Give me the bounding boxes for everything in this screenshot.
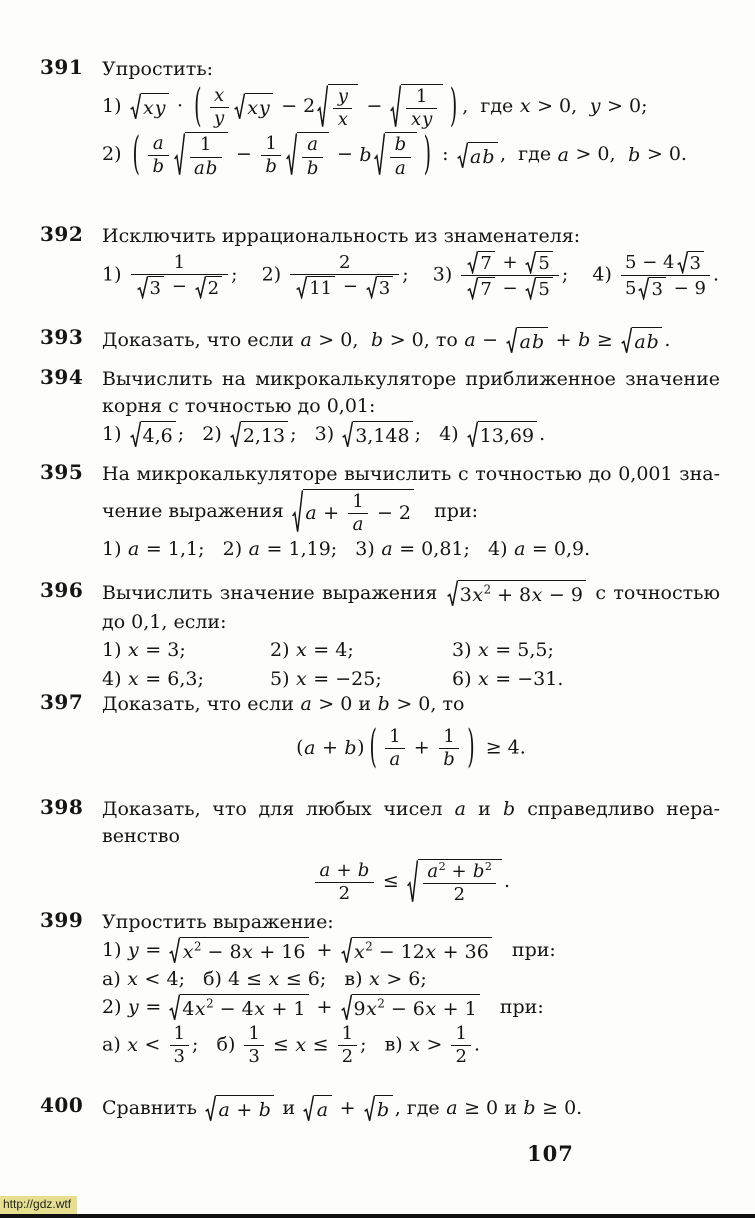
- problem-subitem: 6) x = −31.: [452, 668, 564, 690]
- problem-391: [40, 55, 720, 181]
- problem-number: 395: [40, 460, 84, 484]
- radical-icon: [366, 276, 377, 299]
- problem-line: Доказать, что если a > 0 и b > 0, то: [102, 693, 465, 715]
- problem-396: [40, 578, 720, 695]
- problem-body: [102, 325, 720, 357]
- radical-icon: [137, 276, 148, 299]
- fraction: $\frac{1}{ab}$: [190, 135, 222, 178]
- radical-icon: [286, 132, 297, 178]
- square-root: 5: [525, 251, 552, 274]
- fraction: $\frac{1}{a}$: [348, 492, 368, 535]
- square-root: 3: [677, 251, 704, 274]
- radical-icon: [467, 251, 478, 274]
- problem-line: а) x < $\frac{1}{3}$ ; б) $\frac{1}{3}$ ≤ x ≤ $\frac{1}{2}$ ; в) x > $\frac{1}{2}$ .: [102, 1023, 481, 1068]
- problem-body: [102, 578, 720, 695]
- problem-line: [102, 666, 720, 693]
- fraction: $\frac{1}{a}$: [385, 727, 405, 770]
- problem-line: 1) xy · ( $\frac{x}{y}$ xy − 2 $\frac{y}{x}$ − $\frac{1}{xy}$ ) , где x > 0, y > 0;: [102, 84, 720, 130]
- square-root: 3: [137, 276, 164, 299]
- radical-icon: [447, 580, 458, 608]
- radical-icon: [174, 132, 185, 178]
- radical-icon: [234, 93, 245, 121]
- problem-number: 397: [40, 690, 84, 714]
- radical-icon: [341, 994, 352, 1022]
- square-root: $3x^2 + 8x - 9$: [447, 580, 586, 608]
- square-root: ab: [621, 327, 663, 355]
- square-root: 7: [467, 277, 494, 300]
- problem-line: 2) y = $4x^2 - 4x + 1$ + $9x^2 - 6x + 1$ при:: [102, 996, 544, 1020]
- square-root: 4,6: [130, 421, 176, 449]
- square-root: 2,13: [230, 421, 288, 449]
- fraction: $\frac{1}{xy}$: [406, 87, 436, 130]
- square-root: xy: [234, 93, 273, 121]
- problem-line: Вычислить значение выражения $3x^2 + 8x - 9$ с точностью: [102, 582, 721, 606]
- problem-line: до 0,1, если:: [102, 611, 227, 633]
- problem-body: [102, 1093, 720, 1125]
- square-root: ab: [457, 142, 499, 170]
- radical-icon: [506, 327, 517, 355]
- square-root: $x^2 - 8x + 16$: [169, 937, 308, 965]
- problem-398: [40, 795, 720, 907]
- fraction: $\frac{1}{b}$: [439, 727, 460, 770]
- square-root: a: [303, 1095, 331, 1123]
- radical-icon: [169, 937, 180, 965]
- big-paren: (: [132, 128, 140, 181]
- problem-number: 391: [40, 55, 84, 79]
- problem-399: [40, 908, 720, 1069]
- problem-subitem: 4) x = 6,3;: [102, 668, 204, 690]
- radical-icon: [390, 84, 401, 130]
- square-root: 7: [467, 251, 494, 274]
- problem-number: 393: [40, 325, 84, 349]
- problem-line: а) x < 4; б) 4 ≤ x ≤ 6; в) x > 6;: [102, 968, 427, 990]
- problem-394: [40, 365, 720, 451]
- big-paren: (: [194, 80, 202, 132]
- problem-line: корня с точностью до 0,01:: [102, 395, 376, 417]
- fraction: $\frac{x}{y}$: [210, 86, 229, 129]
- radical-icon: [130, 93, 141, 121]
- problem-number: 394: [40, 365, 84, 389]
- problem-line: 1) y = $x^2 - 8x + 16$ + $x^2 - 12x + 36$ при:: [102, 939, 556, 963]
- problem-subitem: 1) x = 3;: [102, 639, 186, 661]
- problem-line: На микрокалькуляторе вычислить с точностью до 0,001 зна-: [102, 463, 720, 485]
- radical-icon: [677, 251, 688, 274]
- problem-line: Вычислить на микрокалькуляторе приближенное значение: [102, 368, 720, 390]
- problem-number: 399: [40, 908, 84, 932]
- problem-line: венство: [102, 825, 180, 847]
- problem-line: Упростить выражение:: [102, 911, 334, 933]
- radical-icon: [525, 251, 536, 274]
- problem-400: [40, 1093, 720, 1125]
- problem-392: [40, 222, 720, 302]
- radical-icon: [205, 1095, 216, 1123]
- radical-icon: [342, 421, 353, 449]
- square-root: 5: [525, 277, 552, 300]
- radical-icon: [467, 277, 478, 300]
- square-root: $x^2 - 12x + 36$: [341, 937, 492, 965]
- problem-395: [40, 460, 720, 564]
- problem-line: Исключить иррациональность из знаменателя:: [102, 225, 581, 247]
- fraction: $\frac{1}{2}$: [451, 1024, 470, 1067]
- problem-line: Доказать, что если a > 0, b > 0, то a − ab + b ≥ ab .: [102, 329, 671, 353]
- square-root: 3: [366, 276, 393, 299]
- watermark-url: http://gdz.wtf: [0, 1196, 77, 1214]
- problem-body: [102, 460, 720, 564]
- square-root: [286, 132, 329, 178]
- radical-icon: [457, 142, 468, 170]
- bottom-bar: [0, 1214, 755, 1218]
- square-root: 11: [296, 276, 335, 299]
- page-number: 107: [527, 1141, 574, 1166]
- radical-icon: [195, 276, 206, 299]
- problem-number: 396: [40, 578, 84, 602]
- square-root: 2: [195, 276, 222, 299]
- fraction: $\frac{1}{2}$: [338, 1024, 357, 1067]
- square-root: ab: [506, 327, 548, 355]
- square-root: 3: [638, 277, 665, 300]
- square-root: a + b: [205, 1095, 275, 1123]
- fraction: 1 3 − 2: [131, 253, 229, 299]
- square-root: [317, 84, 358, 130]
- radical-icon: [364, 1095, 375, 1123]
- fraction: $\frac{1}{3}$: [170, 1024, 189, 1067]
- problem-body: [102, 55, 720, 181]
- radical-icon: [303, 1095, 314, 1123]
- problem-line: 2) ( $\frac{a}{b}$ $\frac{1}{ab}$ − $\frac{1}{b}$ $\frac{a}{b}$ − b $\frac{b}{a}$ ) : ab , где a > 0, b > 0.: [102, 132, 720, 178]
- radical-icon: [292, 489, 303, 535]
- problem-body: [102, 908, 720, 1069]
- radical-icon: [130, 421, 141, 449]
- fraction: $\frac{b}{a}$: [390, 135, 411, 178]
- fraction: $\frac{a^2 + b^2}{2}$: [423, 862, 496, 905]
- problem-393: [40, 325, 720, 357]
- problem-line: $\frac{a + b}{2}$ ≤ $\frac{a^2 + b^2}{2}$ .: [102, 859, 720, 905]
- fraction: $\frac{y}{x}$: [333, 87, 352, 130]
- fraction: $\frac{a}{b}$: [148, 134, 169, 177]
- problem-line: чение выражения a + $\frac{1}{a}$ − 2 при:: [102, 491, 479, 536]
- big-paren: ): [449, 80, 458, 132]
- radical-icon: [407, 859, 418, 905]
- problem-number: 400: [40, 1093, 84, 1117]
- problem-line: 1) 4,6 ; 2) 2,13 ; 3) 3,148 ; 4) 13,69 .: [102, 423, 546, 447]
- problem-body: [102, 690, 720, 772]
- radical-icon: [467, 421, 478, 449]
- big-paren: ): [467, 721, 475, 774]
- radical-icon: [621, 327, 632, 355]
- fraction: 7 + 5 7 − 5: [461, 251, 559, 300]
- fraction: 5 − 4 3 5 3 − 9: [621, 251, 710, 300]
- problem-line: 1) 1 3 − 2 ; 2) 2 11 − 3 ; 3) 7 + 5 7 − 5 ; 4) 5 − 4 3 5 3 − 9 .: [102, 251, 720, 301]
- radical-icon: [341, 937, 352, 965]
- problem-subitem: 3) x = 5,5;: [452, 639, 554, 661]
- problem-line: Сравнить a + b и a + b , где a ≥ 0 и b ≥ 0.: [102, 1097, 583, 1121]
- problem-line: Упростить:: [102, 58, 214, 80]
- problem-397: [40, 690, 720, 772]
- radical-icon: [525, 277, 536, 300]
- fraction: $\frac{a + b}{2}$: [315, 861, 374, 904]
- square-root: $9x^2 - 6x + 1$: [341, 994, 480, 1022]
- problem-subitem: 2) x = 4;: [270, 639, 354, 661]
- square-root: xy: [130, 93, 169, 121]
- radical-icon: [638, 277, 649, 300]
- square-root: [374, 132, 417, 178]
- problem-subitem: 5) x = −25;: [270, 668, 382, 690]
- radical-icon: [317, 84, 328, 130]
- radical-icon: [374, 132, 385, 178]
- square-root: a + $\frac{1}{a}$ − 2: [292, 489, 414, 535]
- square-root: [174, 132, 228, 178]
- big-paren: ): [423, 128, 432, 181]
- fraction: $\frac{1}{b}$: [261, 134, 282, 177]
- radical-icon: [169, 994, 180, 1022]
- fraction: $\frac{1}{3}$: [244, 1024, 263, 1067]
- problem-line: 1) a = 1,1; 2) a = 1,19; 3) a = 0,81; 4) a = 0,9.: [102, 538, 591, 561]
- fraction: $\frac{a}{b}$: [302, 135, 323, 178]
- square-root: b: [364, 1095, 393, 1123]
- problem-body: [102, 222, 720, 302]
- problem-number: 392: [40, 222, 84, 246]
- problem-line: Доказать, что для любых чисел a и b справедливо нера-: [102, 798, 720, 820]
- problem-number: 398: [40, 795, 84, 819]
- problem-body: [102, 795, 720, 907]
- square-root: [390, 84, 442, 130]
- radical-icon: [296, 276, 307, 299]
- square-root: $4x^2 - 4x + 1$: [169, 994, 308, 1022]
- fraction: 2 11 − 3: [290, 253, 399, 299]
- square-root: 3,148: [342, 421, 412, 449]
- square-root: [407, 859, 502, 905]
- problem-line: (a + b) ( $\frac{1}{a}$ + $\frac{1}{b}$ ) ≥ 4.: [102, 727, 720, 770]
- radical-icon: [230, 421, 241, 449]
- big-paren: (: [369, 721, 377, 774]
- square-root: 13,69: [467, 421, 537, 449]
- problem-body: [102, 365, 720, 451]
- problem-line: [102, 637, 720, 664]
